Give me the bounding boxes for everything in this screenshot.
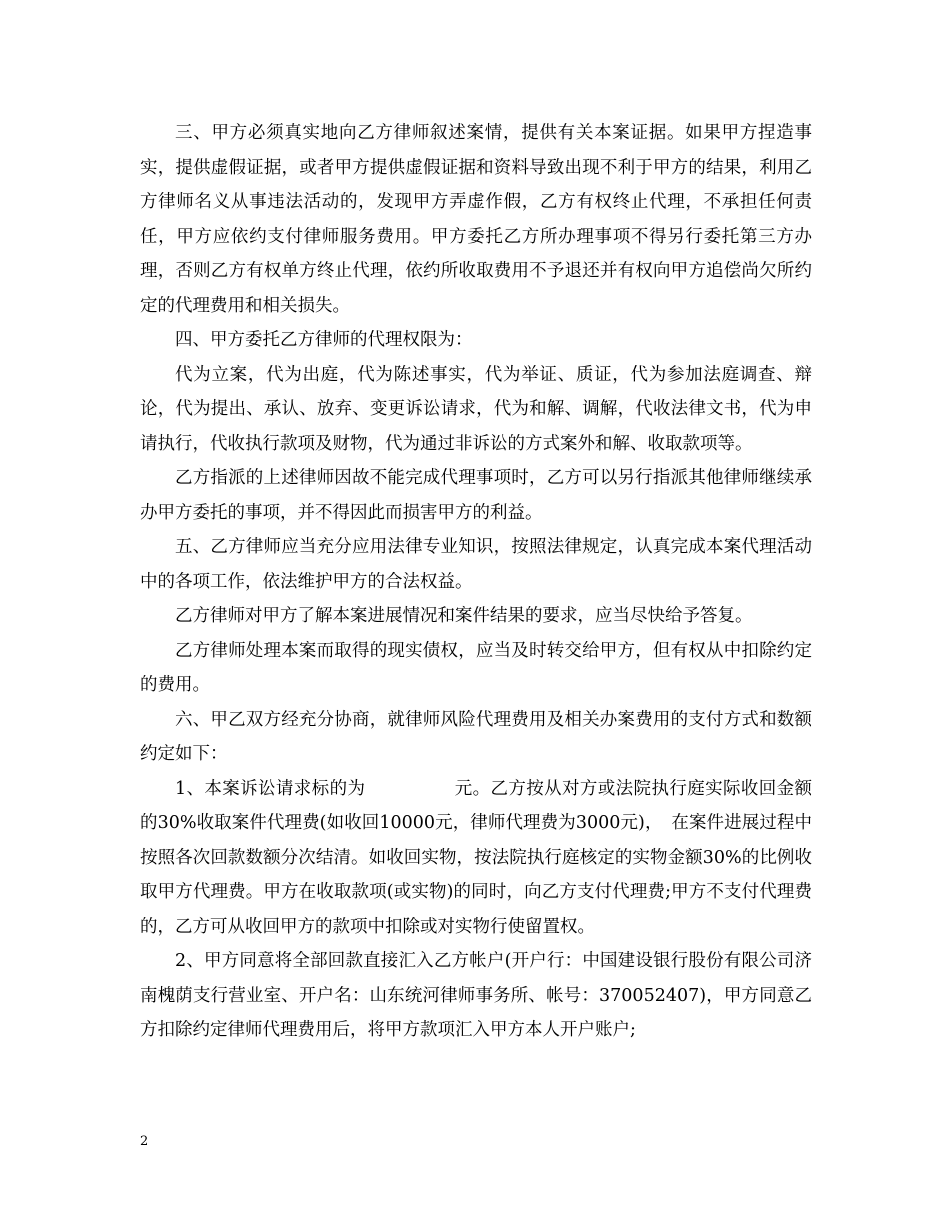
- clause-five-paragraph: 五、乙方律师应当充分应用法律专业知识，按照法律规定，认真完成本案代理活动中的各项工作，依法维护甲方的合法权益。: [140, 537, 812, 592]
- clause-six-paragraph: 六、甲乙双方经充分协商，就律师风险代理费用及相关办案费用的支付方式和数额约定如下：: [140, 709, 812, 764]
- claims-transfer-paragraph: 乙方律师处理本案而取得的现实债权，应当及时转交给甲方，但有权从中扣除约定的费用。: [140, 640, 812, 695]
- document-body: [140, 116, 812, 1048]
- clause-three-paragraph: 三、甲方必须真实地向乙方律师叙述案情，提供有关本案证据。如果甲方捏造事实，提供虚假证据，或者甲方提供虚假证据和资料导致出现不利于甲方的结果，利用乙方律师名义从事违法活动的，发现甲方弄虚作假，乙方有权终止代理，不承担任何责任，甲方应依约支付律师服务费用。甲方委托乙方所办理事项不得另行委托第三方办理，否则乙方有权单方终止代理，依约所收取费用不予退还并有权向甲方追偿尚欠所约定的代理费用和相关损失。: [140, 123, 812, 316]
- agency-authority-paragraph: 代为立案，代为出庭，代为陈述事实，代为举证、质证，代为参加法庭调查、辩论，代为提出、承认、放弃、变更诉讼请求，代为和解、调解，代收法律文书，代为申请执行，代收执行款项及财物，代为通过非诉讼的方式案外和解、收取款项等。: [140, 364, 812, 454]
- fee-item-one-paragraph: 1、本案诉讼请求标的为 元。乙方按从对方或法院执行庭实际收回金额的30%收取案件代理费(如收回10000元，律师代理费为3000元)， 在案件进展过程中按照各次回款数额分次结清。如收回实物，按法院执行庭核定的实物金额30%的比例收取甲方代理费。甲方在收取款项(或实物)的同时，向乙方支付代理费;甲方不支付代理费的，乙方可从收回甲方的款项中扣除或对实物行使留置权。: [140, 778, 812, 937]
- fee-item-two-paragraph: 2、甲方同意将全部回款直接汇入乙方帐户(开户行：中国建设银行股份有限公司济南槐荫支行营业室、开户名：山东统河律师事务所、帐号：370052407)，甲方同意乙方扣除约定律师代理费用后，将甲方款项汇入甲方本人开户账户;: [140, 951, 812, 1040]
- clause-four-heading: 四、甲方委托乙方律师的代理权限为：: [175, 330, 473, 350]
- lawyer-replacement-paragraph: 乙方指派的上述律师因故不能完成代理事项时，乙方可以另行指派其他律师继续承办甲方委托的事项，并不得因此而损害甲方的利益。: [140, 468, 812, 523]
- reply-paragraph: 乙方律师对甲方了解本案进展情况和案件结果的要求，应当尽快给予答复。: [175, 606, 753, 626]
- page-number: 2: [140, 1134, 149, 1149]
